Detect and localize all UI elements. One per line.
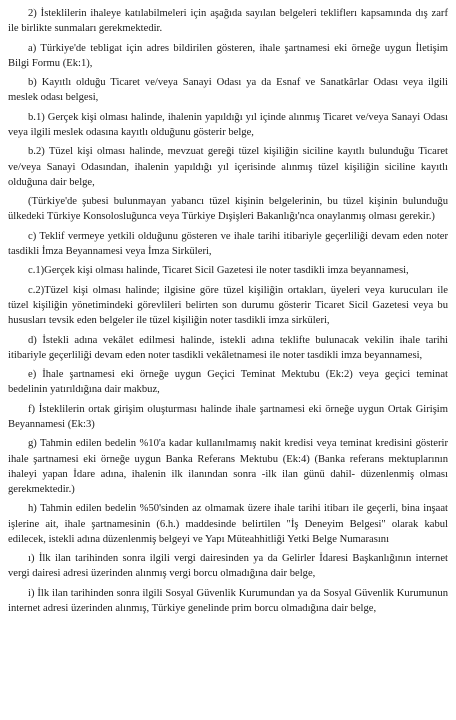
paragraph-text: c.1)Gerçek kişi olması halinde, Ticaret Sicil Gazetesi ile noter tasdikli imza beyannamesi, — [28, 265, 409, 277]
paragraph-f — [8, 402, 448, 432]
paragraph-h — [8, 501, 448, 547]
paragraph-b — [8, 75, 448, 105]
paragraph-text: i) İlk ilan tarihinden sonra ilgili Sosyal Güvenlik Kurumundan ya da Sosyal Güvenlik Kurumunun internet adresi üzerinden alınmış, Türkiye genelinde prim borcu olmadığına dair belge, — [8, 587, 448, 614]
paragraph-2-intro — [8, 6, 448, 36]
paragraph-b2 — [8, 144, 448, 190]
paragraph-text: g) Tahmin edilen bedelin %10'a kadar kullanılmamış nakit kredisi veya teminat kredisini gösterir ihale şartnamesi eki örneğe uygun Banka Referans Mektubu (Ek:4) (Banka referans mektuplarının ihaleyi yapan İdare adına, ihalenin ilk ilanından sonra -ilk ilan günü dahil- düzenlenmiş olması gerekmektedir.) — [8, 438, 448, 495]
paragraph-e — [8, 367, 448, 397]
paragraph-i — [8, 586, 448, 616]
paragraph-text: b) Kayıtlı olduğu Ticaret ve/veya Sanayi Odası ya da Esnaf ve Sanatkârlar Odası veya ilgili meslek odası belgesi, — [8, 77, 448, 104]
paragraph-text: ı) İlk ilan tarihinden sonra ilgili vergi dairesinden ya da Gelirler İdaresi Başkanlığının internet vergi dairesi adresi üzerinden alınmış vergi borcu olmadığına dair belge, — [8, 553, 448, 580]
paragraph-text: b.2) Tüzel kişi olması halinde, mevzuat gereği tüzel kişiliğin siciline kayıtlı bulunduğu Ticaret ve/veya Sanayi Odasından, ihalenin yapıldığı yıl içerisinde alınmış tüzel kişiliğin siciline kayıtlı olduğuna dair belge, — [8, 146, 448, 188]
paragraph-text: 2) İsteklilerin ihaleye katılabilmeleri için aşağıda sayılan belgeleri tekliflerı kapsamında dış zarf ile birlikte sunmaları gerekmektedir. — [8, 8, 448, 35]
paragraph-a — [8, 41, 448, 71]
paragraph-c2 — [8, 283, 448, 329]
paragraph-g — [8, 436, 448, 497]
paragraph-text: h) Tahmin edilen bedelin %50'sinden az olmamak üzere ihale tarihi itibarı ile geçerli, bina inşaat işlerine ait, ihale şartnamesinin (6.h.) maddesinde belirtilen "İş Deneyim Belgesi" olarak kabul edilecek, istekli adına düzenlenmiş belgeyi ve Yapı Müteahhitliği Yetki Belge Numarasını — [8, 503, 448, 545]
paragraph-b1 — [8, 110, 448, 140]
paragraph-c1 — [8, 263, 448, 278]
paragraph-text: c) Teklif vermeye yetkili olduğunu gösteren ve ihale tarihi itibariyle geçerliliği devam eden noter tasdikli İmza Beyannamesi veya İmza Sirküleri, — [8, 230, 448, 257]
paragraph-text: e) İhale şartnamesi eki örneğe uygun Geçici Teminat Mektubu (Ek:2) veya geçici teminat bedelinin yatırıldığına dair makbuz, — [8, 369, 448, 396]
paragraph-text: d) İstekli adına vekâlet edilmesi halinde, istekli adına teklifte bulunacak vekilin ihale tarihi itibariyle geçerliliği devam eden noter tasdikli vekâletnamesi ile noter tasdikli imza beyannamesi, — [8, 334, 448, 361]
paragraph-dotless-i — [8, 551, 448, 581]
paragraph-c — [8, 229, 448, 259]
paragraph-text: f) İsteklilerin ortak girişim oluşturması halinde ihale şartnamesi eki örneğe uygun Ortak Girişim Beyannamesi (Ek:3) — [8, 403, 448, 430]
paragraph-d — [8, 333, 448, 363]
paragraph-text: b.1) Gerçek kişi olması halinde, ihalenin yapıldığı yıl içinde alınmış Ticaret ve/veya Sanayi Odası veya ilgili meslek odasına kayıtlı olduğunu gösterir belge, — [8, 111, 448, 138]
paragraph-text: (Türkiye'de şubesi bulunmayan yabancı tüzel kişinin belgelerinin, bu tüzel kişinin bulunduğu ülkedeki Türkiye Konsolosluğunca veya Türkiye Dışişleri Bakanlığı'nca onaylanmış olması gerekir.) — [8, 196, 448, 223]
paragraph-text: c.2)Tüzel kişi olması halinde; ilgisine göre tüzel kişiliğin ortakları, üyeleri veya kurucuları ile tüzel kişiliğin yönetimindeki görevlileri belirten son durumu gösterir Ticaret Sicil Gazetesi veya bu hususları tevsik eden belgeler ile tüzel kişiliğin noter tasdikli imza sirküleri, — [8, 284, 448, 327]
paragraph-foreign-note — [8, 194, 448, 224]
paragraph-text: a) Türkiye'de tebligat için adres bildirilen gösteren, ihale şartnamesi eki örneğe uygun İletişim Bilgi Formu (Ek:1), — [8, 42, 448, 69]
